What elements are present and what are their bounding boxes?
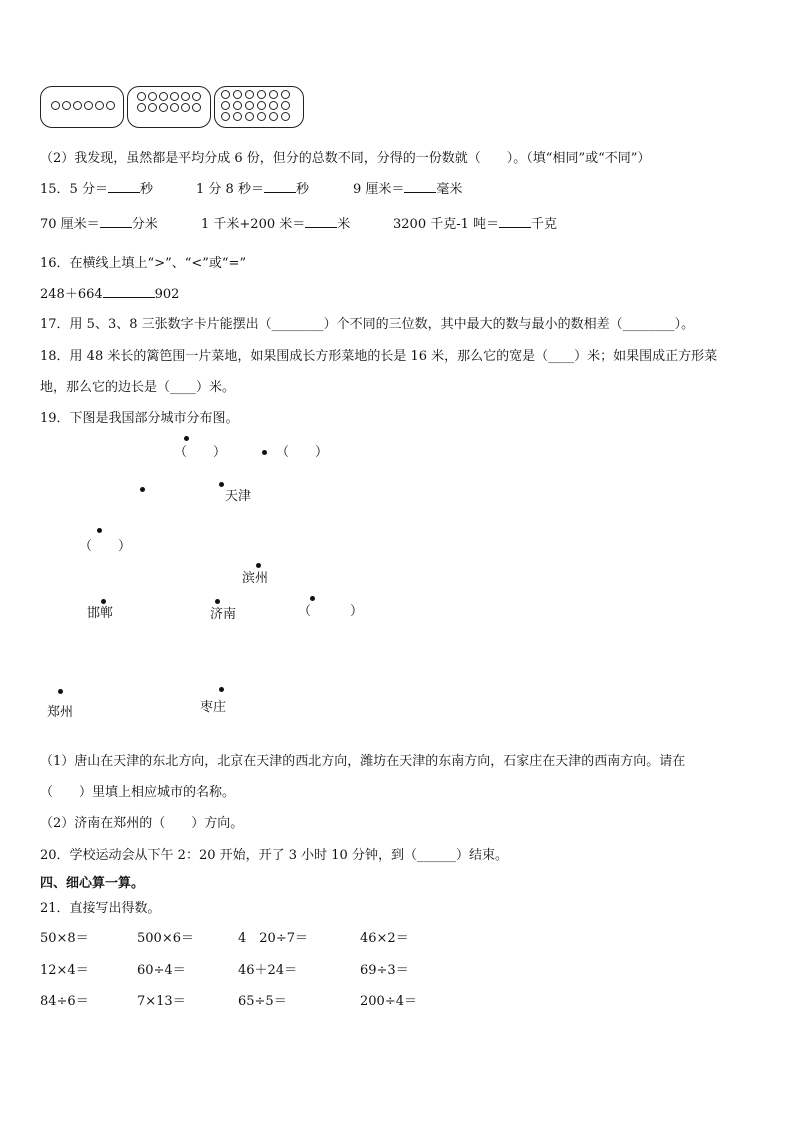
city-label-jinan: 济南 [210,607,237,622]
circle-icon [245,90,254,99]
circle-icon [281,112,290,121]
circle-icon [192,92,201,101]
blank-paren-right[interactable]: （ ） [298,604,364,619]
circle-icon [257,112,266,121]
city-label-handan: 邯郸 [87,606,114,621]
answer-blank[interactable] [305,215,337,228]
circle-icon [148,103,157,112]
q16-left: 248＋664 [40,287,103,302]
circle-icon [281,90,290,99]
q15-unit: 千克 [531,217,558,232]
calc-item: 46＋24＝ [238,963,298,978]
q15-unit: 分米 [131,217,158,232]
circle-icon [221,101,230,110]
q15-number: 15． [40,182,70,197]
circle-icon [245,112,254,121]
q16-question: 16．在横线上填上“>”、“<”或“=” [40,256,247,271]
circle-icon [159,103,168,112]
circle-icon [221,90,230,99]
circle-icon [137,103,146,112]
q15-item: 70 厘米＝ [40,217,100,232]
q20-question: 20．学校运动会从下午 2：20 开始，开了 3 小时 10 分钟，到（______）结束。 [40,848,508,863]
zhengzhou-dot [58,689,63,694]
city-label-zaozhuang: 枣庄 [200,700,227,715]
circle-icon [181,92,190,101]
q16-right: 902 [154,287,180,302]
q15-item-2 [196,178,309,197]
blank-paren-top-right[interactable]: （ ） [276,445,329,460]
q14-part2: （2）我发现，虽然都是平均分成 6 份，但分的总数不同，分得的一份数就（ ）。（填“相同”或“不同”） [40,151,651,166]
calc-item: 69÷3＝ [360,963,409,978]
circle-icon [181,103,190,112]
circle-icon [233,101,242,110]
q15-item: 9 厘米＝ [353,182,405,197]
city-label-binzhou: 滨州 [242,571,269,586]
circle-icon [192,103,201,112]
circle-icon [257,90,266,99]
circle-icon [106,101,115,110]
answer-blank[interactable] [499,215,531,228]
q15-unit: 秒 [295,182,309,197]
answer-blank[interactable] [108,180,140,193]
calc-item: 60÷4＝ [137,963,186,978]
q21-title: 21．直接写出得数。 [40,901,161,916]
q16-expression [40,283,179,302]
circle-icon [233,90,242,99]
map-dot [140,487,145,492]
q15-item: 5 分＝ [69,182,108,197]
circle-icon [269,101,278,110]
answer-blank[interactable] [264,180,296,193]
answer-blank[interactable] [100,215,132,228]
q19-part1-line1: （1）唐山在天津的东北方向，北京在天津的西北方向，潍坊在天津的东南方向，石家庄在天津的西南方向。请在 [40,754,686,769]
circle-icon [137,92,146,101]
q15-item: 1 分 8 秒＝ [196,182,264,197]
circle-icon [84,101,93,110]
circle-icon [257,101,266,110]
circle-icon [233,112,242,121]
section-heading: 四、细心算一算。 [40,876,145,891]
q15-item-5 [201,213,350,232]
answer-blank[interactable] [404,180,436,193]
blank-paren-left[interactable]: （ ） [79,539,132,554]
circle-icon [73,101,82,110]
circle-icon [269,112,278,121]
calc-item: 200÷4＝ [360,994,417,1009]
map-dot [97,528,102,533]
q18-line1: 18．用 48 米长的篱笆围一片菜地，如果围成长方形菜地的长是 16 米，那么它的宽是（____）米；如果围成正方形菜 [40,349,718,364]
q18-line2: 地，那么它的边长是（____）米。 [40,380,236,395]
q15-item: 3200 千克-1 吨＝ [393,217,500,232]
map-dot [262,450,267,455]
q19-part1-line2: （ ）里填上相应城市的名称。 [40,785,236,800]
calc-item: 4 20÷7＝ [238,931,308,946]
q15-item-4 [40,213,158,232]
calc-item: 65÷5＝ [238,994,287,1009]
circle-icon [159,92,168,101]
q15-item-6 [393,213,557,232]
q17-question: 17．用 5、3、8 三张数字卡片能摆出（________）个不同的三位数，其中最大的数与最小的数相差（________）。 [40,317,695,332]
calc-item: 12×4＝ [40,963,89,978]
calc-item: 500×6＝ [137,931,194,946]
q15-unit: 米 [337,217,351,232]
circle-icon [95,101,104,110]
circle-icon [148,92,157,101]
circle-icon [245,101,254,110]
calc-item: 7×13＝ [137,994,186,1009]
q15-unit: 毫米 [436,182,463,197]
q15-item: 1 千米+200 米＝ [201,217,306,232]
calc-item: 50×8＝ [40,931,89,946]
tianjin-dot [219,482,224,487]
calc-item: 46×2＝ [360,931,409,946]
circle-icon [269,90,278,99]
zaozhuang-dot [219,687,224,692]
city-label-zhengzhou: 郑州 [47,705,74,720]
circle-icon [221,112,230,121]
compare-blank[interactable] [103,285,155,298]
q19-part2: （2）济南在郑州的（ ）方向。 [40,816,244,831]
circle-icon [170,92,179,101]
q15-item-3 [353,178,462,197]
q19-title: 19．下图是我国部分城市分布图。 [40,411,239,426]
circle-icon [281,101,290,110]
city-label-tianjin: 天津 [225,489,252,504]
calc-item: 84÷6＝ [40,994,89,1009]
circle-icon [62,101,71,110]
blank-paren-top-left[interactable]: （ ） [174,445,227,460]
q15-row1 [40,178,153,197]
circle-icon [170,103,179,112]
circle-icon [51,101,60,110]
q15-unit: 秒 [139,182,153,197]
